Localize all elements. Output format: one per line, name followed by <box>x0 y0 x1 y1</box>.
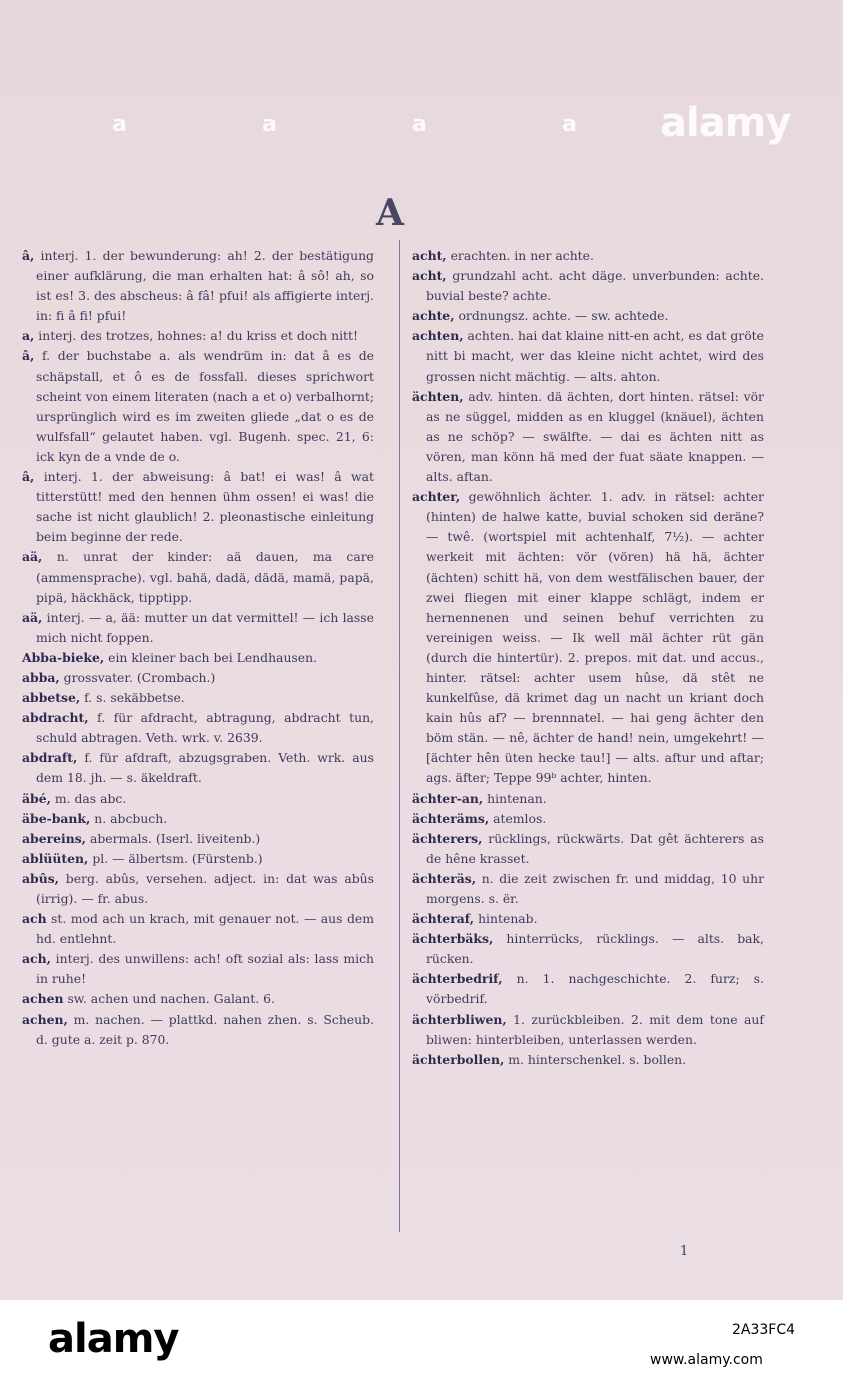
entry-headword: aä, <box>22 549 43 565</box>
dictionary-entry <box>412 387 764 487</box>
entry-headword: achen, <box>22 1011 68 1027</box>
dictionary-entry <box>22 869 374 909</box>
entry-text: n. abcbuch. <box>94 810 168 826</box>
left-column <box>22 246 374 1050</box>
dictionary-entry <box>412 929 764 969</box>
dictionary-entry <box>22 346 374 467</box>
dictionary-entry <box>22 949 374 989</box>
dictionary-entry <box>412 969 764 1009</box>
entry-headword: ächteräs, <box>412 870 477 886</box>
entry-headword: ächter-an, <box>412 790 484 806</box>
entry-text: interj. — a, ää: mutter un dat vermittel! — ich lasse mich nicht foppen. <box>36 609 374 645</box>
entry-headword: achte, <box>412 308 455 324</box>
entry-headword: acht, <box>412 248 447 263</box>
dictionary-entry <box>412 869 764 909</box>
entry-text: atemlos. <box>493 810 547 826</box>
entry-headword: â, <box>22 348 35 364</box>
entry-headword: achter, <box>412 489 461 505</box>
entry-headword: â, <box>22 248 35 263</box>
entry-text: st. mod ach un krach, mit genauer not. — aus dem hd. entlehnt. <box>36 911 374 947</box>
dictionary-entry <box>22 648 374 668</box>
dictionary-entry <box>22 748 374 788</box>
entry-text: n. die zeit zwischen fr. und middag, 10 uhr morgens. s. ër. <box>426 870 764 906</box>
dictionary-entry <box>22 989 374 1009</box>
entry-headword: ächteräms, <box>412 810 490 826</box>
column-divider <box>399 240 400 1232</box>
page-number: 1 <box>680 1244 689 1259</box>
footer-url: www.alamy.com <box>650 1352 763 1368</box>
entry-text: f. für afdracht, abtragung, abdracht tun, schuld abtragen. Veth. wrk. v. 2639. <box>36 710 374 746</box>
entry-text: f. der buchstabe a. als wendrüm in: dat â es de schäpstall, et ô es de fossfall. dieses sprichwort scheint von einem literaten (nach a et o) verbalhornt; ursprünglich wird es im zweiten gliede „dat o es de wulfsfall“ gelautet haben. vgl. Bugenh. spec. 21, 6: ick kyn de a vnde de o. <box>36 348 374 464</box>
entry-headword: ach, <box>22 951 51 967</box>
entry-headword: abba, <box>22 669 60 685</box>
entry-headword: ächten, <box>412 388 464 404</box>
entry-headword: ächterers, <box>412 830 483 846</box>
entry-text: n. unrat der kinder: aä dauen, ma care (ammensprache). vgl. bahä, dadä, dädä, mamä, papä, pipä, häckhäck, tipptipp. <box>36 549 374 605</box>
dictionary-entry <box>22 467 374 547</box>
entry-headword: ächterbliwen, <box>412 1011 507 1027</box>
watermark-letter: a <box>262 112 277 137</box>
dictionary-entry <box>412 326 764 386</box>
entry-text: f. s. sekäbbetse. <box>84 690 185 706</box>
entry-text: hintenan. <box>487 790 547 806</box>
dictionary-entry <box>22 668 374 688</box>
watermark-letter: a <box>562 112 577 137</box>
entry-text: gewöhnlich ächter. 1. adv. in rätsel: achter (hinten) de halwe katte, buvial schoken sid deräne? — twê. (wortspiel mit achtenhalf, 7½). — achter werkeit mit ächten: vör (vören) hä hä, ächter (ächten) schitt hä, von dem westfälischen bauer, der zwei fliegen mit einer klappe schlägt, indem er hernennenen und seinen behuf verrichten zu vereinigen weiss. — Ik well mäl ächter rüt gän (durch die hintertür). 2. prepos. mit dat. und accus., hinter. rätsel: achter usem hûse, dä stêt ne kunkelfûse, dä krimet dag un nacht un kriant doch kain hûs af? — brennnatel. — hai geng ächter den böm stän. — nê, ächter de hand! nein, umgekehrt! — [ächter hên üten hecke tau!] — alts. aftur und aftar; ags. äfter; Teppe 99ᵇ achter, hinten. <box>426 489 764 786</box>
entry-text: ein kleiner bach bei Lendhausen. <box>108 649 318 665</box>
entry-text: interj. des unwillens: ach! oft sozial als: lass mich in ruhe! <box>36 951 374 987</box>
entry-headword: aä, <box>22 609 43 625</box>
entry-text: pl. — älbertsm. (Fürstenb.) <box>92 850 263 866</box>
entry-text: hinterrücks, rücklings. — alts. bak, rücken. <box>426 931 764 967</box>
entry-text: m. nachen. — plattkd. nahen zhen. s. Scheub. d. gute a. zeit p. 870. <box>36 1011 374 1047</box>
entry-headword: abdraft, <box>22 750 78 766</box>
right-column <box>412 246 764 1070</box>
entry-text: 1. zurückbleiben. 2. mit dem tone auf bliwen: hinterbleiben, unterlassen werden. <box>426 1011 764 1047</box>
dictionary-entry <box>22 688 374 708</box>
entry-headword: abûs, <box>22 870 59 886</box>
dictionary-entry <box>22 1010 374 1050</box>
entry-headword: ächteraf, <box>412 911 475 927</box>
entry-headword: abdracht, <box>22 710 89 726</box>
entry-headword: acht, <box>412 268 447 284</box>
dictionary-entry <box>22 708 374 748</box>
dictionary-entry <box>22 809 374 829</box>
entry-text: m. das abc. <box>54 790 127 806</box>
dictionary-entry <box>412 909 764 929</box>
entry-headword: ächterbäks, <box>412 931 494 947</box>
entry-headword: ach <box>22 911 47 927</box>
entry-headword: ächterbollen, <box>412 1051 505 1067</box>
dictionary-entry <box>22 829 374 849</box>
dictionary-entry <box>412 266 764 306</box>
entry-text: grossvater. (Crombach.) <box>63 669 216 685</box>
entry-text: grundzahl acht. acht däge. unverbunden: achte. buvial beste? achte. <box>426 268 764 304</box>
entry-headword: achen <box>22 991 64 1007</box>
entry-text: abermals. (Iserl. liveitenb.) <box>89 830 261 846</box>
entry-text: berg. abûs, versehen. adject. in: dat was abûs (irrig). — fr. abus. <box>36 870 374 906</box>
entry-text: erachten. in ner achte. <box>450 248 594 263</box>
entry-text: adv. hinten. dä ächten, dort hinten. rätsel: vör as ne süggel, midden as en kluggel (knäuel), ächten as ne schöp? — swälfte. — dai es ächten nitt as vören, man könn hä med der fuat säate knappen. — alts. aftan. <box>426 388 764 485</box>
entry-text: achten. hai dat klaine nitt-en acht, es dat gröte nitt bi macht, wer das kleine nicht achtet, wird des grossen nicht mächtig. — alts. ahton. <box>426 328 764 384</box>
dictionary-entry <box>22 909 374 949</box>
entry-text: interj. 1. der abweisung: â bat! ei was! â wat titterstütt! med den hennen ühm ossen! ei was! die sache ist nicht glaublich! 2. pleonastische einleitung beim beginne der rede. <box>36 469 374 545</box>
entry-text: interj. des trotzes, hohnes: a! du kriss et doch nitt! <box>38 328 358 344</box>
entry-text: ordnungsz. achte. — sw. achtede. <box>458 308 669 324</box>
entry-headword: äbe-bank, <box>22 810 91 826</box>
section-letter: A <box>376 192 404 234</box>
dictionary-entry <box>22 608 374 648</box>
entry-headword: abbetse, <box>22 690 81 706</box>
entry-text: n. 1. nachgeschichte. 2. furz; s. vörbedrif. <box>426 971 764 1007</box>
entry-headword: achten, <box>412 328 464 344</box>
entry-text: f. für afdraft, abzugsgraben. Veth. wrk. aus dem 18. jh. — s. äkeldraft. <box>36 750 374 786</box>
dictionary-entry <box>412 246 764 266</box>
dictionary-entry <box>412 487 764 788</box>
dictionary-entry <box>412 306 764 326</box>
dictionary-entry <box>22 547 374 607</box>
entry-headword: ablüüten, <box>22 850 89 866</box>
entry-headword: äbé, <box>22 790 51 806</box>
entry-headword: â, <box>22 469 35 485</box>
entry-text: m. hinterschenkel. s. bollen. <box>508 1051 687 1067</box>
entry-text: rücklings, rückwärts. Dat gêt ächterers as de hêne krasset. <box>426 830 764 866</box>
dictionary-entry <box>412 789 764 809</box>
entry-headword: a, <box>22 328 35 344</box>
dictionary-entry <box>22 849 374 869</box>
dictionary-entry <box>412 1050 764 1070</box>
dictionary-entry <box>412 809 764 829</box>
dictionary-entry <box>22 789 374 809</box>
entry-headword: Abba-bieke, <box>22 649 105 665</box>
entry-text: sw. achen und nachen. Galant. 6. <box>67 991 275 1007</box>
dictionary-entry <box>412 1010 764 1050</box>
watermark-letter: a <box>112 112 127 137</box>
dictionary-entry <box>22 326 374 346</box>
watermark-letter: a <box>412 112 427 137</box>
watermark-logo: alamy <box>660 100 791 146</box>
entry-headword: abereins, <box>22 830 86 846</box>
footer-logo: alamy <box>48 1316 179 1362</box>
dictionary-entry <box>22 246 374 326</box>
entry-text: interj. 1. der bewunderung: ah! 2. der bestätigung einer aufklärung, die man erhalten hat: â sô! ah, so ist es! 3. des abscheus: â fâ! pfui! als affigierte interj. in: fi â fi! pfui! <box>36 248 374 324</box>
entry-headword: ächterbedrif, <box>412 971 503 987</box>
dictionary-entry <box>412 829 764 869</box>
footer-image-id: 2A33FC4 <box>732 1322 796 1338</box>
entry-text: hintenab. <box>478 911 538 927</box>
